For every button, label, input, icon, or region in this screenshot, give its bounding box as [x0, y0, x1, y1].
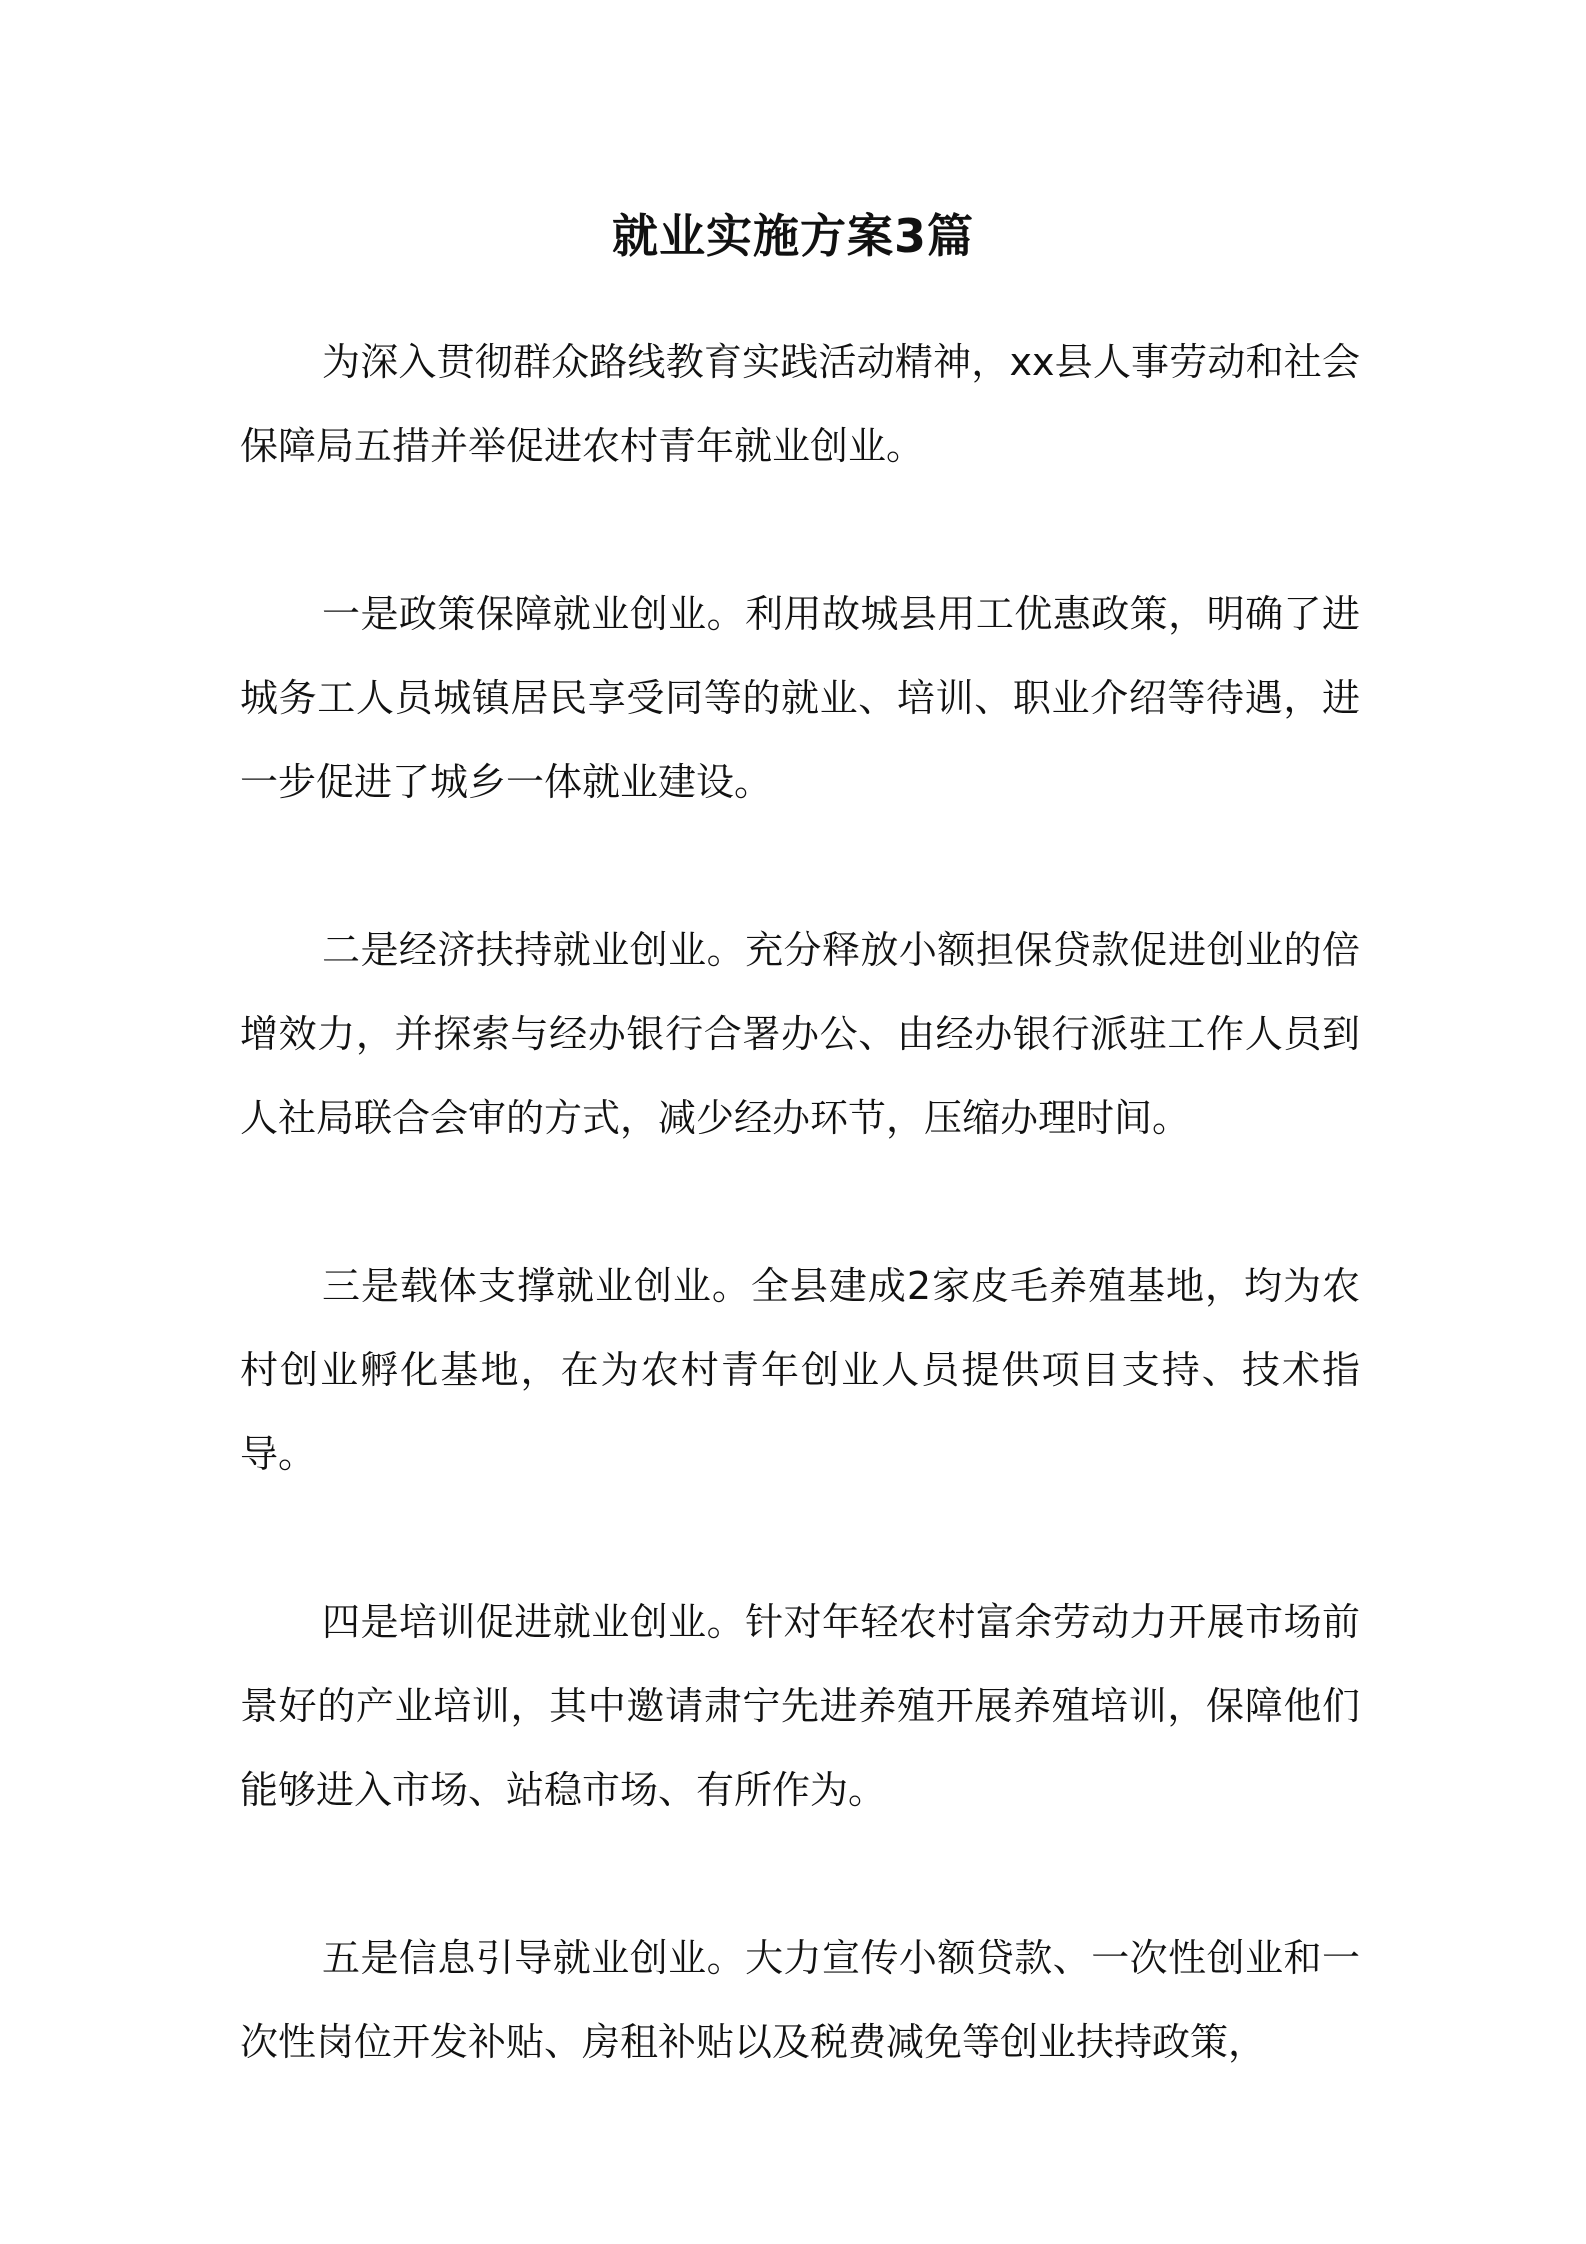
paragraph-training: 四是培训促进就业创业。针对年轻农村富余劳动力开展市场前景好的产业培训，其中邀请肃宁先进养殖开展养殖培训，保障他们能够进入市场、站稳市场、有所作为。	[240, 1600, 1360, 1812]
paragraph-policy: 一是政策保障就业创业。利用故城县用工优惠政策，明确了进城务工人员城镇居民享受同等的就业、培训、职业介绍等待遇，进一步促进了城乡一体就业建设。	[240, 592, 1360, 804]
document-title: 就业实施方案3篇	[611, 209, 974, 263]
paragraph-information: 五是信息引导就业创业。大力宣传小额贷款、一次性创业和一次性岗位开发补贴、房租补贴以及税费减免等创业扶持政策，	[240, 1936, 1360, 2064]
paragraph-carrier: 三是载体支撑就业创业。全县建成2家皮毛养殖基地，均为农村创业孵化基地，在为农村青年创业人员提供项目支持、技术指导。	[240, 1264, 1360, 1476]
paragraph-economic: 二是经济扶持就业创业。充分释放小额担保贷款促进创业的倍增效力，并探索与经办银行合署办公、由经办银行派驻工作人员到人社局联合会审的方式，减少经办环节，压缩办理时间。	[240, 928, 1360, 1140]
paragraph-intro: 为深入贯彻群众路线教育实践活动精神，xx县人事劳动和社会保障局五措并举促进农村青年就业创业。	[240, 340, 1360, 468]
